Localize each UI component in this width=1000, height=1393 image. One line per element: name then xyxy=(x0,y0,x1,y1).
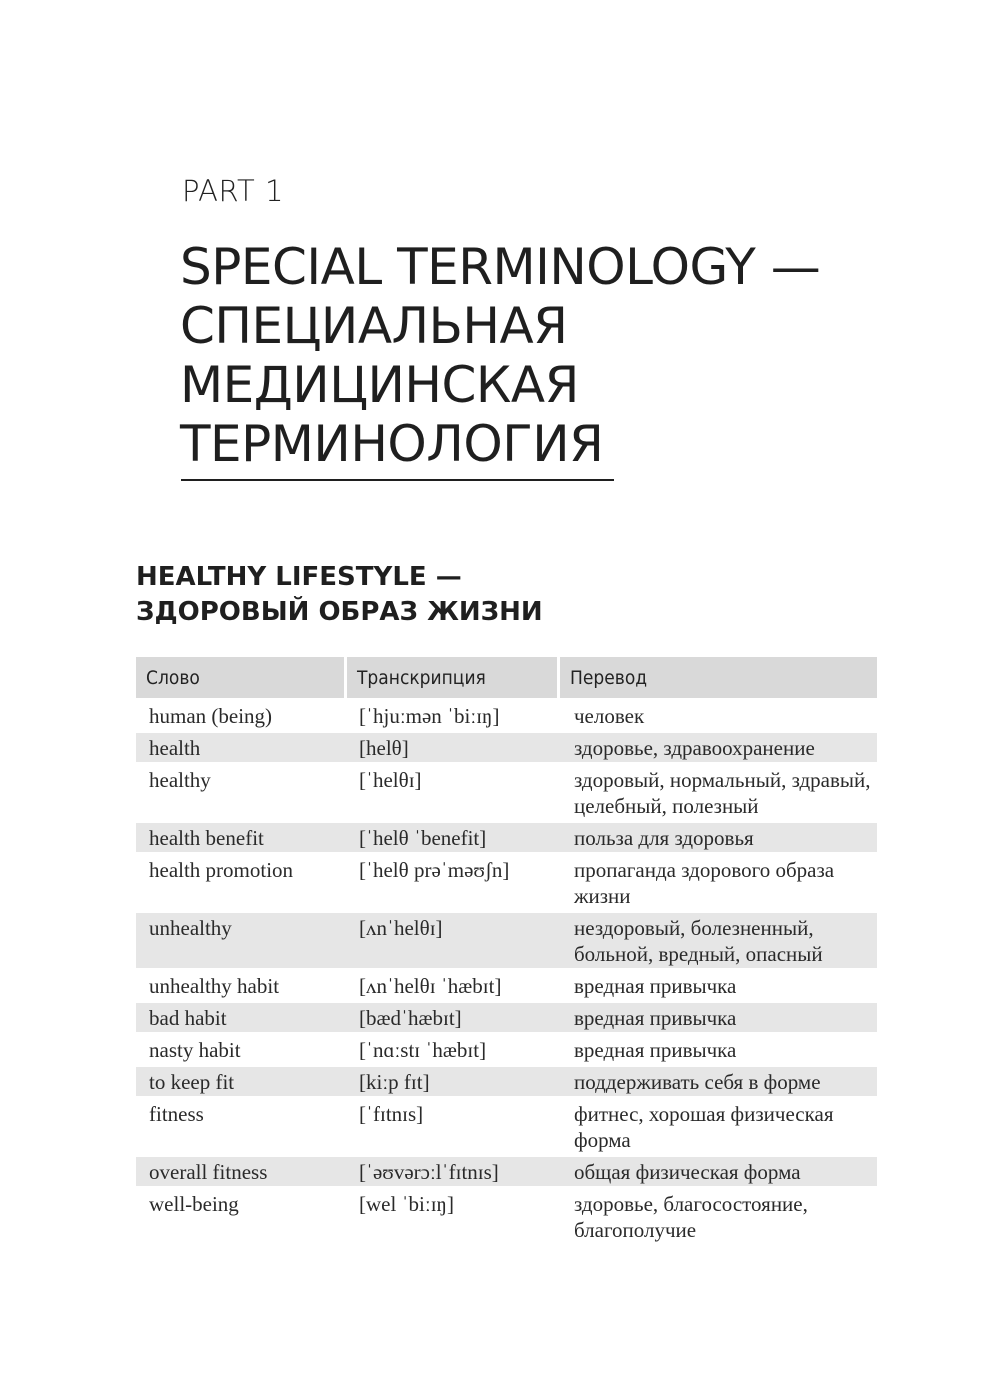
cell-translation: здоровье, благосостояние, благополучие xyxy=(560,1186,877,1244)
title-underline-divider xyxy=(181,479,614,481)
column-header-translation: Перевод xyxy=(560,657,877,698)
table-row xyxy=(136,698,877,730)
cell-translation: польза для здоровья xyxy=(560,820,877,852)
cell-word: fitness xyxy=(136,1096,347,1154)
chapter-title xyxy=(180,238,880,474)
cell-transcription: [ˈhelθɪ] xyxy=(347,762,560,820)
cell-translation: вредная привычка xyxy=(560,968,877,1000)
section-title xyxy=(136,560,543,630)
cell-word: to keep fit xyxy=(136,1064,347,1096)
chapter-title-line: СПЕЦИАЛЬНАЯ xyxy=(180,297,568,355)
table-row xyxy=(136,730,877,762)
cell-word: overall fitness xyxy=(136,1154,347,1186)
cell-translation: здоровье, здравоохранение xyxy=(560,730,877,762)
cell-transcription: [ˈnɑːstɪ ˈhæbɪt] xyxy=(347,1032,560,1064)
cell-transcription: [ˈəʊvərɔːlˈfɪtnɪs] xyxy=(347,1154,560,1186)
cell-transcription: [wel ˈbiːɪŋ] xyxy=(347,1186,560,1244)
table-body xyxy=(136,698,877,1244)
column-header-transcription: Транскрипция xyxy=(347,657,560,698)
cell-word: health promotion xyxy=(136,852,347,910)
cell-translation: поддерживать себя в форме xyxy=(560,1064,877,1096)
cell-word: unhealthy habit xyxy=(136,968,347,1000)
column-header-word: Слово xyxy=(136,657,347,698)
table-row xyxy=(136,1064,877,1096)
cell-translation: вредная привычка xyxy=(560,1032,877,1064)
section-title-line: HEALTHY LIFESTYLE — xyxy=(136,562,462,592)
cell-word: unhealthy xyxy=(136,910,347,968)
cell-translation: здоровый, нормальный, здравый, целебный, полезный xyxy=(560,762,877,820)
vocabulary-table xyxy=(136,657,877,1244)
cell-word: human (being) xyxy=(136,698,347,730)
part-label: PART 1 xyxy=(182,174,284,208)
cell-word: healthy xyxy=(136,762,347,820)
chapter-title-line: SPECIAL TERMINOLOGY — xyxy=(180,238,821,296)
cell-transcription: [ˈhjuːmən ˈbiːɪŋ] xyxy=(347,698,560,730)
table-row xyxy=(136,1154,877,1186)
cell-translation: вредная привычка xyxy=(560,1000,877,1032)
cell-word: bad habit xyxy=(136,1000,347,1032)
cell-transcription: [helθ] xyxy=(347,730,560,762)
cell-transcription: [bædˈhæbɪt] xyxy=(347,1000,560,1032)
table-row xyxy=(136,910,877,968)
cell-transcription: [ʌnˈhelθɪ] xyxy=(347,910,560,968)
table-header xyxy=(136,657,877,698)
chapter-title-line: ТЕРМИНОЛОГИЯ xyxy=(180,415,604,473)
cell-translation: фитнес, хорошая физическая форма xyxy=(560,1096,877,1154)
table-row xyxy=(136,1096,877,1154)
chapter-title-line: МЕДИЦИНСКАЯ xyxy=(180,356,579,414)
table-row xyxy=(136,762,877,820)
cell-transcription: [ˈhelθ ˈbenefit] xyxy=(347,820,560,852)
cell-word: health benefit xyxy=(136,820,347,852)
cell-translation: пропаганда здорового образа жизни xyxy=(560,852,877,910)
cell-transcription: [ˈfɪtnɪs] xyxy=(347,1096,560,1154)
cell-word: nasty habit xyxy=(136,1032,347,1064)
table-header-row xyxy=(136,657,877,698)
table-row xyxy=(136,1000,877,1032)
table-row xyxy=(136,852,877,910)
cell-transcription: [ʌnˈhelθɪ ˈhæbɪt] xyxy=(347,968,560,1000)
cell-word: health xyxy=(136,730,347,762)
table-row xyxy=(136,820,877,852)
table-row xyxy=(136,1032,877,1064)
cell-transcription: [ˈhelθ prəˈməʊʃn] xyxy=(347,852,560,910)
table-row xyxy=(136,968,877,1000)
cell-translation: нездоровый, болезненный, больной, вредный, опасный xyxy=(560,910,877,968)
section-title-line: ЗДОРОВЫЙ ОБРАЗ ЖИЗНИ xyxy=(136,597,543,627)
table-row xyxy=(136,1186,877,1244)
cell-translation: общая физическая форма xyxy=(560,1154,877,1186)
cell-translation: человек xyxy=(560,698,877,730)
cell-transcription: [kiːp fɪt] xyxy=(347,1064,560,1096)
cell-word: well-being xyxy=(136,1186,347,1244)
